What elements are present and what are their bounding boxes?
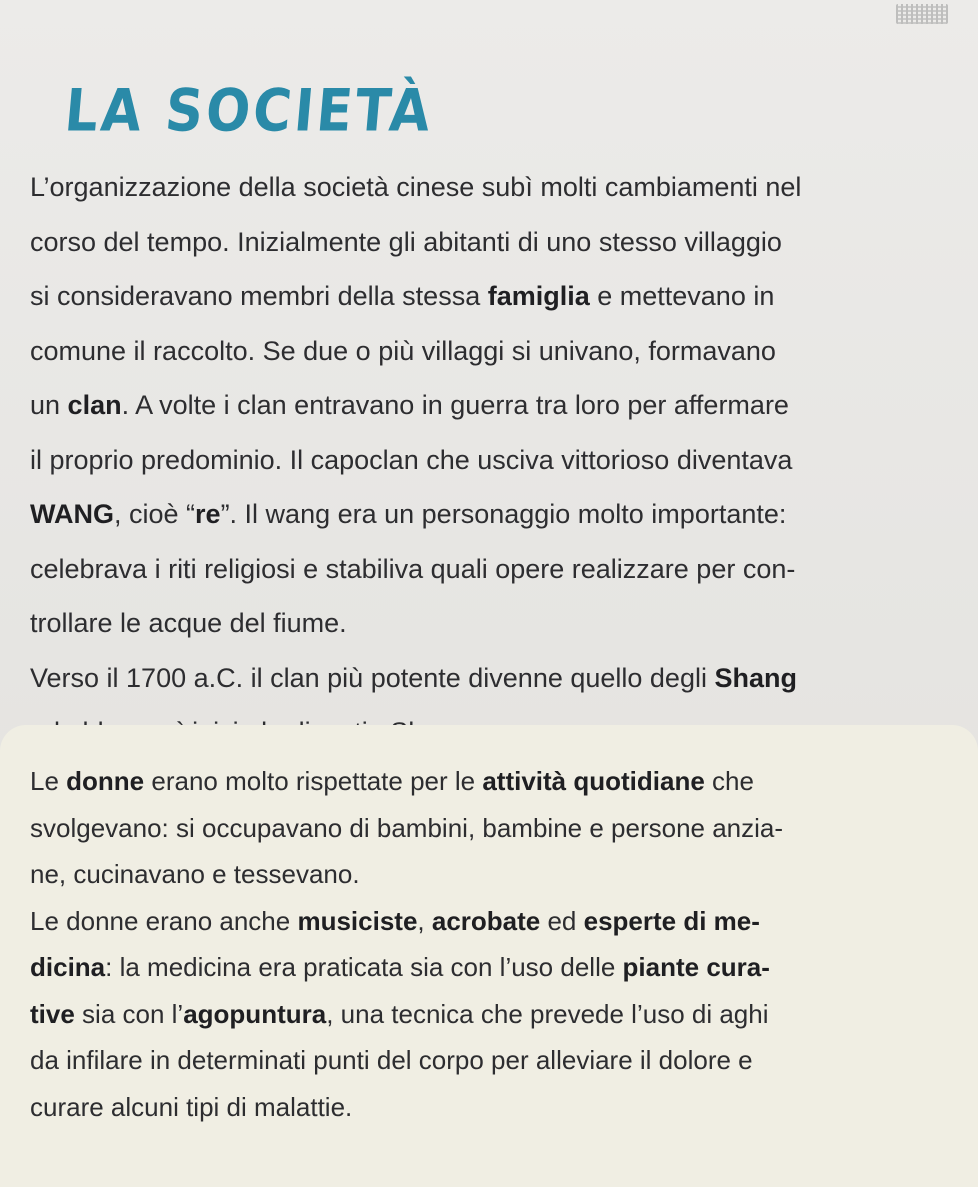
keyword-re: re: [195, 499, 221, 529]
keyword-attivita-quotidiane: attività quotidiane: [482, 766, 705, 796]
keyword-agopuntura: agopuntura: [183, 998, 327, 1029]
keyword-famiglia: famiglia: [487, 281, 590, 311]
intro-paragraph: [30, 160, 970, 760]
box-line: ne, cucinavano e tessevano.: [30, 859, 360, 889]
intro-line: il proprio predominio. Il capoclan che usciva vittorioso diventava: [30, 444, 793, 475]
box-line: tive sia con l’agopuntura, una tecnica che prevede l’uso di aghi: [30, 998, 769, 1029]
keyword-donne: donne: [66, 766, 145, 796]
qr-code-icon: [896, 4, 948, 24]
intro-line: un clan. A volte i clan entravano in guerra tra loro per affermare: [30, 390, 789, 420]
box-line: dicina: la medicina era praticata sia con l’uso delle piante cura-: [30, 952, 770, 982]
keyword-esperte-medicina: esperte di me-: [583, 905, 760, 936]
box-line: da infilare in determinati punti del corpo per alleviare il dolore e: [30, 1045, 753, 1075]
keyword-clan: clan: [67, 390, 122, 420]
section-title: LA SOCIETÀ: [62, 78, 436, 146]
keyword-acrobate: acrobate: [431, 905, 541, 936]
intro-line: L’organizzazione della società cinese subì molti cambiamenti nel: [30, 172, 802, 202]
intro-line: comune il raccolto. Se due o più villaggi si univano, formavano: [30, 335, 776, 366]
keyword-musiciste: musiciste: [297, 905, 418, 936]
intro-line: WANG, cioè “re”. Il wang era un personaggio molto importante:: [30, 499, 787, 529]
keyword-shang: Shang: [714, 662, 797, 693]
intro-line: trollare le acque del fiume.: [30, 608, 347, 638]
box-line: curare alcuni tipi di malattie.: [30, 1091, 353, 1122]
women-paragraph: [30, 758, 975, 1130]
box-line: Le donne erano anche musiciste, acrobate ed esperte di me-: [30, 905, 760, 936]
intro-line: si consideravano membri della stessa famiglia e mettevano in: [30, 281, 775, 311]
keyword-piante-curative: piante cura-: [622, 952, 770, 982]
keyword-dicina: dicina: [30, 952, 106, 982]
intro-line: celebrava i riti religiosi e stabiliva quali opere realizzare per con-: [30, 553, 796, 584]
keyword-tive: tive: [30, 998, 75, 1029]
box-line: svolgevano: si occupavano di bambini, bambine e persone anzia-: [30, 812, 784, 843]
keyword-wang: WANG: [30, 499, 114, 529]
box-line: Le donne erano molto rispettate per le attività quotidiane che: [30, 766, 754, 796]
intro-line: corso del tempo. Inizialmente gli abitanti di uno stesso villaggio: [30, 226, 782, 257]
intro-line: Verso il 1700 a.C. il clan più potente divenne quello degli Shang: [30, 662, 797, 693]
